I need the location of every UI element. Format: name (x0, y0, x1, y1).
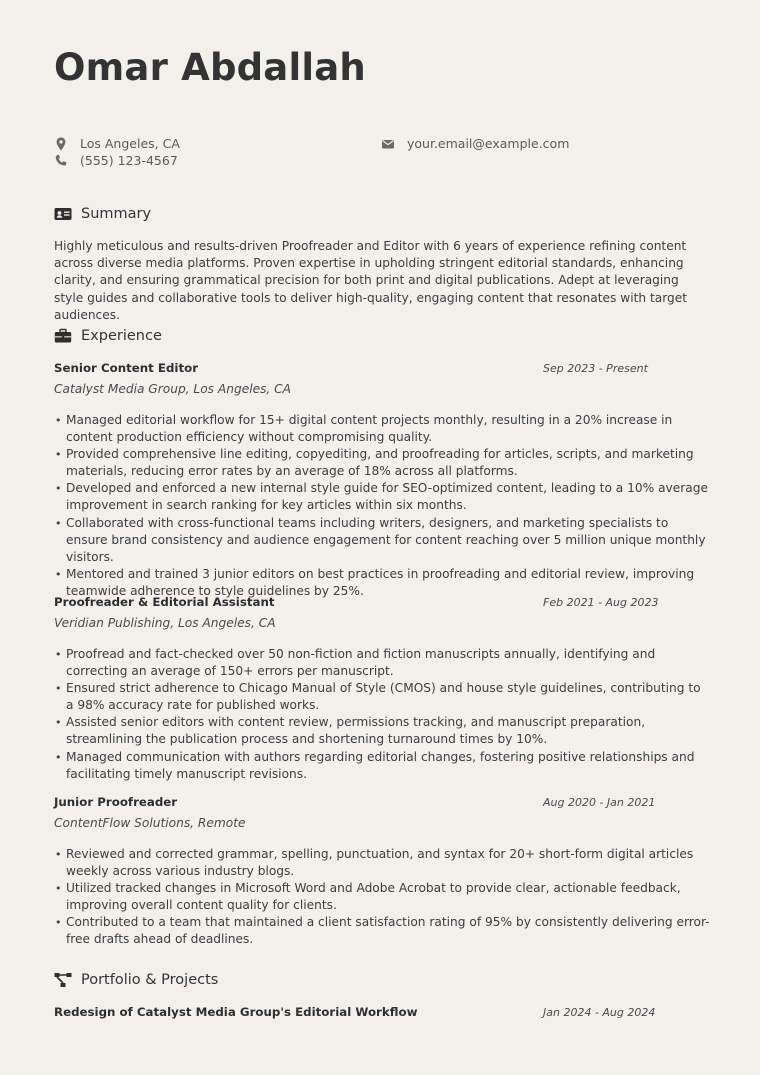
list-item: • Managed communication with authors regarding editorial changes, fostering positive relationships and facilitating timely manuscript revisions. (54, 749, 710, 783)
job-title: Proofreader & Editorial Assistant (54, 595, 275, 609)
list-item: • Mentored and trained 3 junior editors on best practices in proofreading and editorial review, improving teamwide adherence to style guidelines by 25%. (54, 566, 710, 600)
id-card-icon (54, 206, 72, 222)
job-company: ContentFlow Solutions, Remote (54, 816, 246, 830)
location-pin-icon (54, 137, 68, 151)
location-text: Los Angeles, CA (80, 136, 180, 151)
project-diagram-icon (54, 972, 72, 988)
portfolio-heading-label: Portfolio & Projects (81, 972, 219, 988)
summary-heading (54, 206, 151, 222)
list-item: • Proofread and fact-checked over 50 non-fiction and fiction manuscripts annually, identifying and correcting an average of 150+ errors per manuscript. (54, 646, 710, 680)
phone-text: (555) 123-4567 (80, 153, 178, 168)
list-item: • Developed and enforced a new internal style guide for SEO-optimized content, leading to a 10% average improvement in search ranking for key articles within six months. (54, 480, 710, 514)
job-title: Junior Proofreader (54, 795, 178, 809)
contact-location (54, 136, 180, 151)
list-item: • Collaborated with cross-functional teams including writers, designers, and marketing specialists to ensure brand consistency and audience engagement for content reaching over 5 million unique monthly visitors. (54, 515, 710, 566)
job-title: Senior Content Editor (54, 361, 199, 375)
summary-heading-label: Summary (81, 206, 152, 222)
phone-icon (54, 154, 68, 168)
envelope-icon (381, 137, 395, 151)
email-link[interactable]: your.email@example.com (407, 136, 570, 151)
experience-heading (54, 328, 162, 344)
job-date: Sep 2023 - Present (543, 362, 648, 375)
project-date: Jan 2024 - Aug 2024 (543, 1006, 656, 1019)
list-item: • Contributed to a team that maintained a client satisfaction rating of 95% by consistently delivering error-free drafts ahead of deadlines. (54, 914, 710, 948)
job-date: Feb 2021 - Aug 2023 (543, 596, 659, 609)
job-company: Catalyst Media Group, Los Angeles, CA (54, 382, 292, 396)
job-bullets (54, 412, 710, 600)
candidate-name: Omar Abdallah (54, 46, 366, 89)
job-bullets (54, 846, 710, 949)
briefcase-icon (54, 328, 72, 344)
list-item: • Utilized tracked changes in Microsoft Word and Adobe Acrobat to provide clear, actionable feedback, improving overall content quality for clients. (54, 880, 710, 914)
list-item: • Reviewed and corrected grammar, spelling, punctuation, and syntax for 20+ short-form digital articles weekly across various industry blogs. (54, 846, 710, 880)
list-item: • Managed editorial workflow for 15+ digital content projects monthly, resulting in a 20% increase in content production efficiency without compromising quality. (54, 412, 710, 446)
job-date: Aug 2020 - Jan 2021 (543, 796, 656, 809)
job-company: Veridian Publishing, Los Angeles, CA (54, 616, 276, 630)
list-item: • Assisted senior editors with content review, permissions tracking, and manuscript preparation, streamlining the publication process and shortening turnaround times by 10%. (54, 714, 710, 748)
summary-text: Highly meticulous and results-driven Proofreader and Editor with 6 years of experience refining content across diverse media platforms. Proven expertise in upholding stringent editorial standards, enhancing clarity, and ensuring grammatical precision for both print and digital publications. Adept at leveraging style guides and collaborative tools to deliver high-quality, engaging content that resonates with target audiences. (54, 239, 688, 322)
contact-phone (54, 153, 178, 168)
contact-email[interactable] (381, 136, 569, 151)
project-title: Redesign of Catalyst Media Group's Editorial Workflow (54, 1005, 418, 1019)
list-item: • Ensured strict adherence to Chicago Manual of Style (CMOS) and house style guidelines, contributing to a 98% accuracy rate for published works. (54, 680, 710, 714)
experience-heading-label: Experience (81, 328, 162, 344)
portfolio-heading (54, 972, 218, 988)
list-item: • Provided comprehensive line editing, copyediting, and proofreading for articles, scripts, and marketing materials, reducing error rates by an average of 18% across all platforms. (54, 446, 710, 480)
job-bullets (54, 646, 710, 783)
